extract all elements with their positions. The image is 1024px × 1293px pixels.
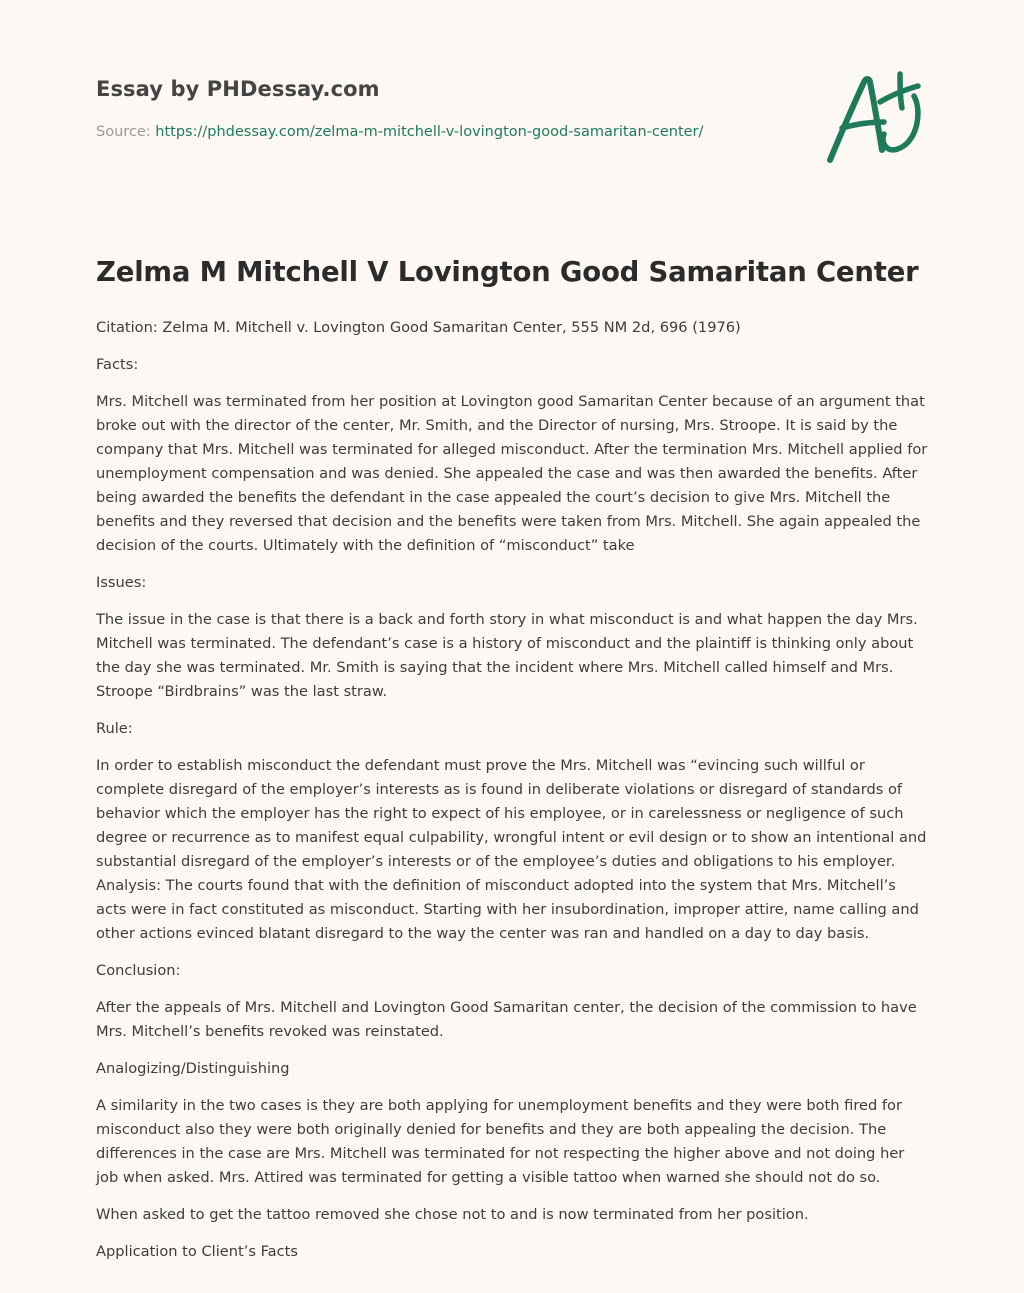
source-label: Source: <box>96 124 151 140</box>
section-heading-rule: Rule: <box>96 720 133 737</box>
section-heading-facts: Facts: <box>96 356 139 373</box>
section-heading-conclusion: Conclusion: <box>96 962 181 979</box>
section-heading-application: Application to Client’s Facts <box>96 1243 298 1260</box>
source-line <box>96 124 703 140</box>
site-brand: Essay by PHDessay.com <box>96 77 380 101</box>
essay-title: Zelma M Mitchell V Lovington Good Samaritan Center <box>96 256 919 288</box>
rule-paragraph: In order to establish misconduct the defendant must prove the Mrs. Mitchell was “evincing such willful or complete disregard of the employer’s interests as is found in deliberate violations or disregard of standards of behavior which the employer has the right to expect of his employee, or in carelessness or negligence of such degree or recurrence as to manifest equal culpability, wrongful intent or evil design or to show an intentional and substantial disregard of the employer’s interests or of the employee’s duties and obligations to his employer. Analysis: The courts found that with the definition of misconduct adopted into the system that Mrs. Mitchell’s acts were in fact constituted as misconduct. Starting with her insubordination, improper attire, name calling and other actions evinced blatant disregard to the way the center was ran and handled on a day to day basis. <box>96 757 927 942</box>
facts-paragraph: Mrs. Mitchell was terminated from her position at Lovington good Samaritan Center because of an argument that broke out with the director of the center, Mr. Smith, and the Director of nursing, Mrs. Stroope. It is said by the company that Mrs. Mitchell was terminated for alleged misconduct. After the termination Mrs. Mitchell applied for unemployment compensation and was denied. She appealed the case and was then awarded the benefits. After being awarded the benefits the defendant in the case appealed the court’s decision to give Mrs. Mitchell the benefits and they reversed that decision and the benefits were taken from Mrs. Mitchell. She again appealed the decision of the courts. Ultimately with the definition of “misconduct” take <box>96 393 928 554</box>
citation-paragraph: Citation: Zelma M. Mitchell v. Lovington Good Samaritan Center, 555 NM 2d, 696 (1976) <box>96 319 741 336</box>
source-link[interactable]: https://phdessay.com/zelma-m-mitchell-v-lovington-good-samaritan-center/ <box>155 124 704 140</box>
section-heading-analogizing: Analogizing/Distinguishing <box>96 1060 290 1077</box>
analogizing-paragraph: A similarity in the two cases is they are both applying for unemployment benefits and they were both fired for misconduct also they were both originally denied for benefits and they are both appealing the decision. The differences in the case are Mrs. Mitchell was terminated for not respecting the higher above and not doing her job when asked. Mrs. Attired was terminated for getting a visible tattoo when warned she should not do so. <box>96 1097 905 1186</box>
a-plus-logo-icon <box>818 66 930 166</box>
tattoo-paragraph: When asked to get the tattoo removed she chose not to and is now terminated from her position. <box>96 1206 809 1223</box>
section-heading-issues: Issues: <box>96 574 147 591</box>
issues-paragraph: The issue in the case is that there is a back and forth story in what misconduct is and what happen the day Mrs. Mitchell was terminated. The defendant’s case is a history of misconduct and the plaintiff is thinking only about the day she was terminated. Mr. Smith is saying that the incident where Mrs. Mitchell called himself and Mrs. Stroope “Birdbrains” was the last straw. <box>96 611 918 700</box>
essay-body <box>96 316 928 1277</box>
conclusion-paragraph: After the appeals of Mrs. Mitchell and Lovington Good Samaritan center, the decision of the commission to have Mrs. Mitchell’s benefits revoked was reinstated. <box>96 999 917 1040</box>
